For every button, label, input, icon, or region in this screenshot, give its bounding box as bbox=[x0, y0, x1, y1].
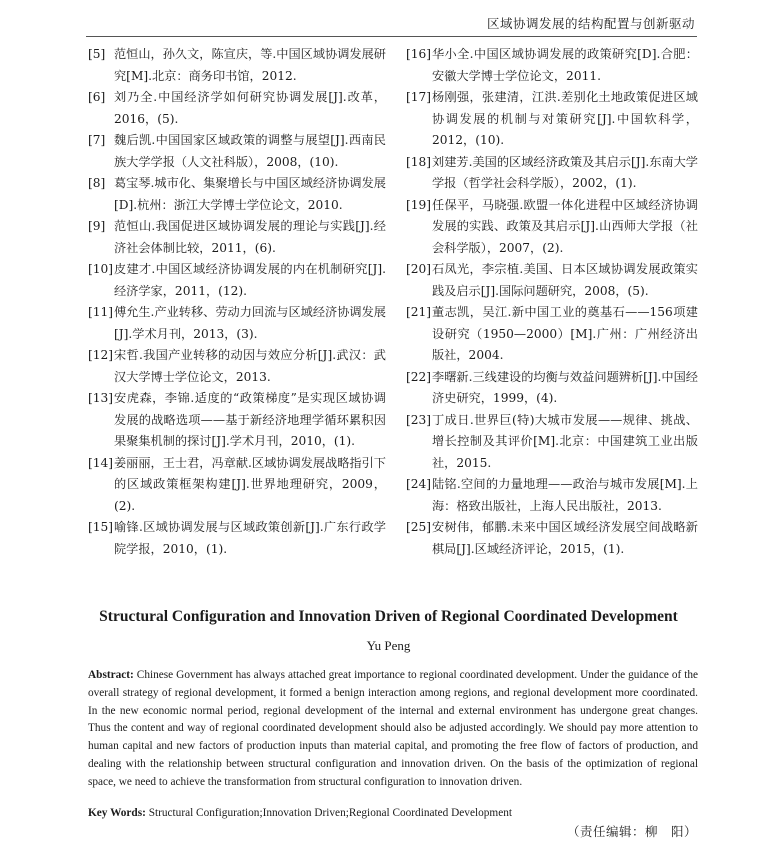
reference-item bbox=[406, 152, 698, 195]
english-title: Structural Configuration and Innovation Driven of Regional Coordinated Development bbox=[99, 608, 678, 625]
reference-number: [12] bbox=[88, 348, 114, 362]
reference-text: 陆铭.空间的力量地理——政治与城市发展[M].上海：格致出版社，上海人民出版社，2013. bbox=[432, 477, 698, 513]
keywords bbox=[88, 805, 698, 823]
reference-item bbox=[406, 410, 698, 475]
reference-item bbox=[406, 259, 698, 302]
reference-number: [17] bbox=[406, 90, 432, 104]
reference-number: [19] bbox=[406, 197, 432, 212]
english-author: Yu Peng bbox=[366, 638, 411, 653]
reference-item bbox=[406, 517, 698, 560]
running-head: 区域协调发展的结构配置与创新驱动 bbox=[486, 16, 695, 31]
reference-number: [9] bbox=[88, 219, 106, 233]
reference-text: 葛宝琴.城市化、集聚增长与中国区域经济协调发展[D].杭州：浙江大学博士学位论文，2010. bbox=[114, 176, 386, 212]
reference-item bbox=[88, 302, 386, 345]
reference-number: [7] bbox=[88, 133, 106, 147]
reference-number: [16] bbox=[406, 47, 432, 61]
reference-text: 安树伟，郁鹏.未来中国区域经济发展空间战略新棋局[J].区域经济评论，2015，(1). bbox=[432, 520, 698, 556]
reference-item bbox=[406, 195, 698, 260]
reference-text: 李曙新.三线建设的均衡与效益问题辨析[J].中国经济史研究，1999，(4). bbox=[432, 369, 698, 405]
reference-number: [24] bbox=[406, 477, 432, 491]
references-left-column bbox=[88, 44, 386, 560]
abstract-text: Chinese Government has always attached great importance to regional coordinated development. Under the guidance of the overall strategy of regional development, it formed a benign interaction among regions, and regional development more coordinated. In the new economic normal period, regional development of the internal and external environment has undergone great changes. Thus the content and way of regional coordinated development should also be adjusted accordingly. We should pay more attention to human capital and new factors of production inputs than material capital, and promoting the free flow of factors of production, and dealing with the relationship between structural configuration and innovation driven. On the basis of the optimization of regional space, we need to achieve the transformation from structural configuration to innovation driven. bbox=[88, 669, 699, 788]
reference-item bbox=[88, 173, 386, 216]
reference-item bbox=[88, 130, 386, 173]
header-rule bbox=[86, 36, 697, 37]
reference-item bbox=[88, 345, 386, 388]
references-right-column bbox=[406, 44, 698, 560]
reference-text: 范恒山，孙久文，陈宣庆，等.中国区域协调发展研究[M].北京：商务印书馆，2012. bbox=[114, 47, 386, 83]
reference-text: 安虎森，李锦.适度的“政策梯度”是实现区域协调发展的战略选项——基于新经济地理学循环累积因果聚集机制的探讨[J].学术月刊，2010，(1). bbox=[114, 391, 386, 448]
reference-number: [25] bbox=[406, 520, 432, 534]
reference-item bbox=[88, 87, 386, 130]
reference-number: [10] bbox=[88, 262, 114, 276]
reference-text: 魏后凯.中国国家区域政策的调整与展望[J].西南民族大学学报（人文社科版），2008，(10). bbox=[114, 133, 386, 169]
reference-text: 刘建芳.美国的区域经济政策及其启示[J].东南大学学报（哲学社会科学版），2002，(1). bbox=[432, 154, 698, 190]
reference-text: 范恒山.我国促进区域协调发展的理论与实践[J].经济社会体制比较，2011，(6). bbox=[114, 219, 386, 255]
reference-number: [18] bbox=[406, 154, 432, 169]
reference-number: [22] bbox=[406, 369, 432, 384]
reference-text: 杨刚强，张建清，江洪.差别化土地政策促进区域协调发展的机制与对策研究[J].中国软科学，2012，(10). bbox=[432, 90, 698, 147]
reference-number: [5] bbox=[88, 47, 106, 61]
reference-number: [6] bbox=[88, 90, 106, 104]
reference-item bbox=[88, 44, 386, 87]
reference-item bbox=[88, 259, 386, 302]
abstract-label: Abstract: bbox=[88, 669, 134, 681]
reference-number: [20] bbox=[406, 262, 432, 276]
reference-number: [15] bbox=[88, 520, 114, 534]
reference-text: 丁成日.世界巨(特)大城市发展——规律、挑战、增长控制及其评价[M].北京：中国建筑工业出版社，2015. bbox=[432, 412, 698, 470]
reference-item bbox=[88, 453, 386, 518]
reference-text: 傅允生.产业转移、劳动力回流与区域经济协调发展[J].学术月刊，2013，(3). bbox=[114, 305, 386, 341]
editor-note: （责任编辑：柳 阳） bbox=[566, 824, 697, 839]
reference-text: 姜丽丽，王士君，冯章献.区域协调发展战略指引下的区域政策框架构建[J].世界地理研究，2009，(2). bbox=[114, 455, 386, 513]
reference-item bbox=[88, 388, 386, 453]
reference-number: [21] bbox=[406, 305, 432, 319]
reference-number: [13] bbox=[88, 391, 114, 405]
reference-number: [11] bbox=[88, 305, 114, 319]
reference-text: 董志凯，吴江.新中国工业的奠基石——156项建设研究（1950—2000）[M].广州：广州经济出版社，2004. bbox=[432, 305, 698, 362]
reference-item bbox=[406, 474, 698, 517]
reference-number: [23] bbox=[406, 412, 432, 427]
reference-item bbox=[88, 517, 386, 560]
reference-text: 华小全.中国区域协调发展的政策研究[D].合肥：安徽大学博士学位论文，2011. bbox=[432, 47, 698, 83]
reference-text: 刘乃全.中国经济学如何研究协调发展[J].改革，2016，(5). bbox=[114, 90, 386, 126]
reference-item bbox=[406, 302, 698, 367]
reference-item bbox=[88, 216, 386, 259]
keywords-text: Structural Configuration;Innovation Driven;Regional Coordinated Development bbox=[148, 807, 512, 819]
reference-item bbox=[406, 367, 698, 410]
reference-item bbox=[406, 44, 698, 87]
reference-item bbox=[406, 87, 698, 152]
keywords-label: Key Words: bbox=[88, 807, 146, 819]
reference-number: [14] bbox=[88, 455, 114, 470]
reference-text: 喻锋.区域协调发展与区域政策创新[J].广东行政学院学报，2010，(1). bbox=[114, 520, 386, 556]
reference-text: 任保平，马晓强.欧盟一体化进程中区域经济协调发展的实践、政策及其启示[J].山西师大学报（社会科学版），2007，(2). bbox=[432, 197, 698, 255]
reference-text: 皮建才.中国区域经济协调发展的内在机制研究[J].经济学家，2011，(12). bbox=[114, 262, 386, 298]
reference-text: 宋哲.我国产业转移的动因与效应分析[J].武汉：武汉大学博士学位论文，2013. bbox=[114, 348, 386, 384]
reference-text: 石凤光，李宗植.美国、日本区域协调发展政策实践及启示[J].国际问题研究，2008，(5). bbox=[432, 262, 698, 298]
reference-number: [8] bbox=[88, 176, 106, 190]
abstract bbox=[88, 667, 698, 792]
